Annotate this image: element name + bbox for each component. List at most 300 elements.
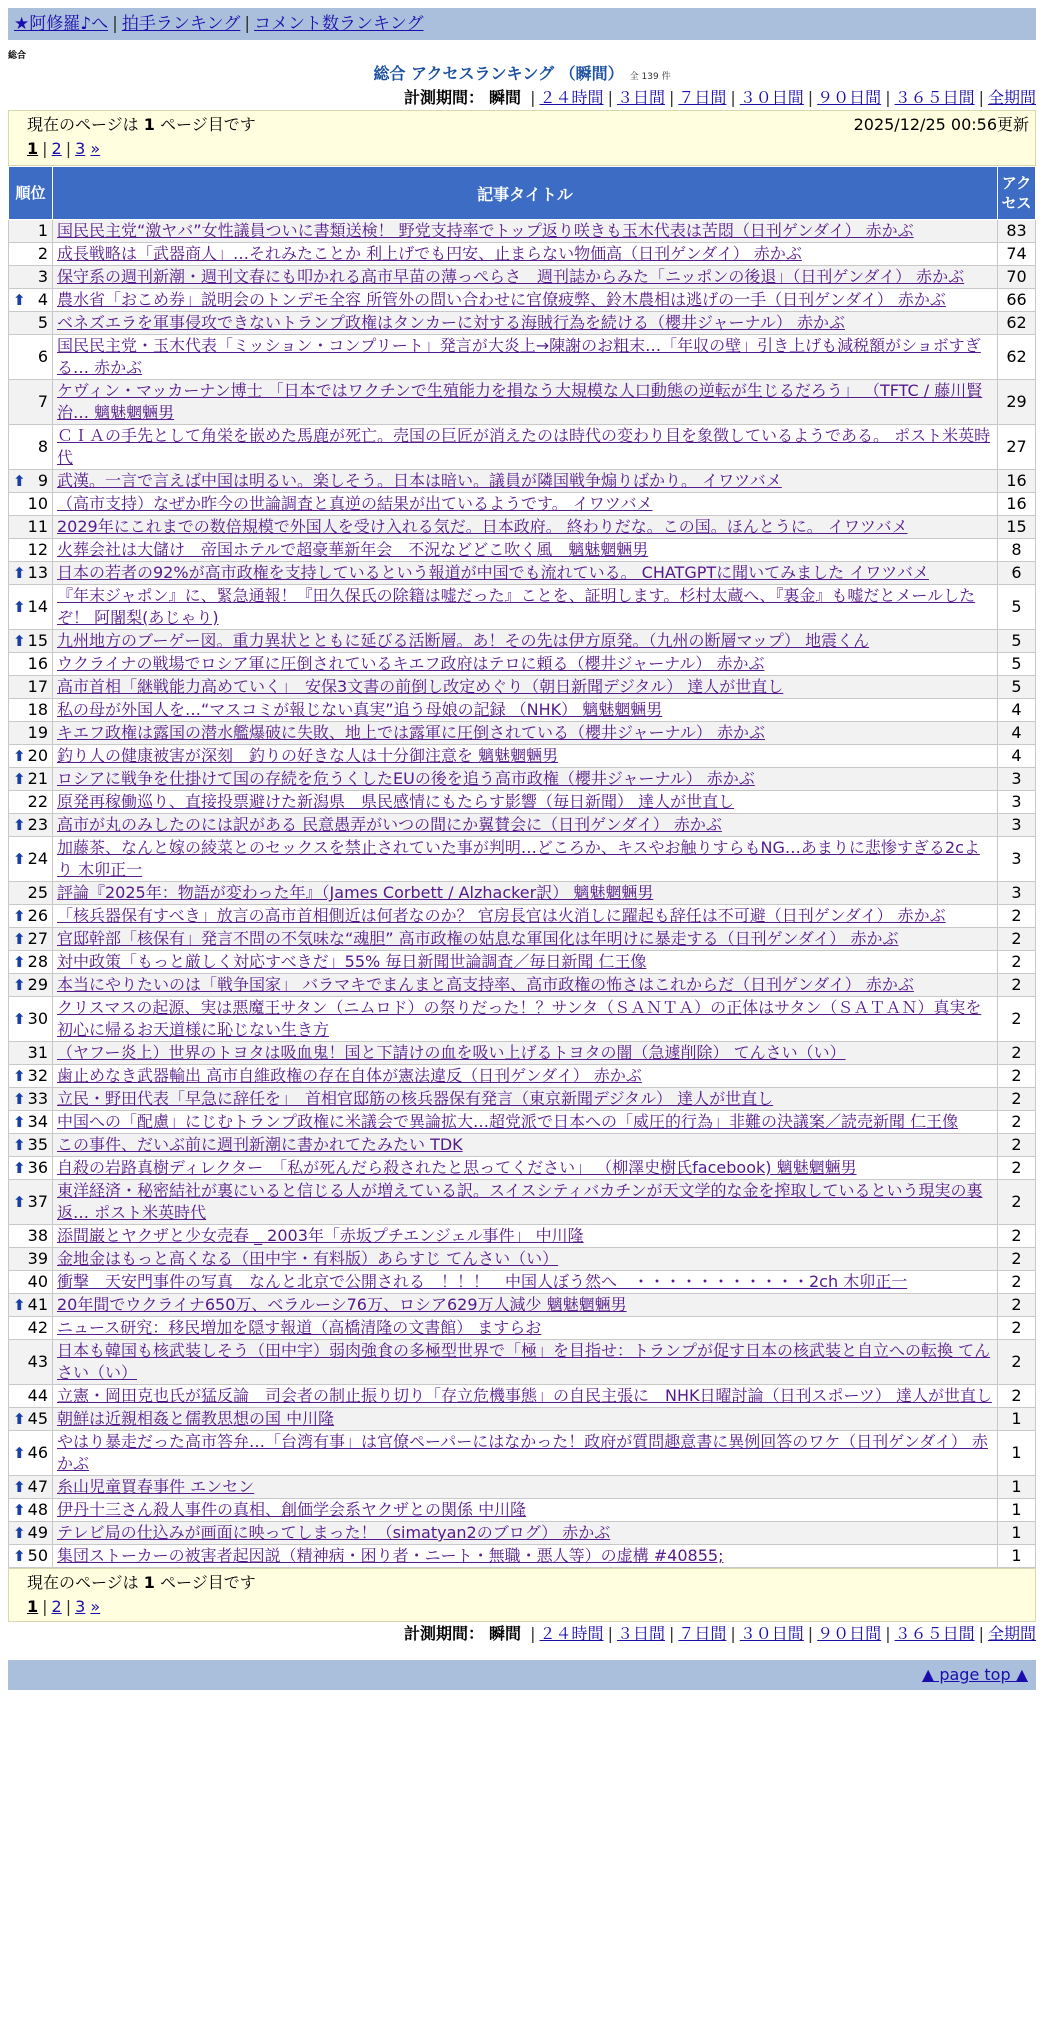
rank-cell — [9, 1408, 53, 1431]
access-count: 1 — [998, 1522, 1036, 1545]
rank-cell — [9, 1225, 53, 1248]
rank-number: 6 — [37, 347, 48, 366]
rank-number: 5 — [37, 313, 48, 332]
article-title-link[interactable]: 衝撃 天安門事件の写真 なんと北京で公開される ！！！ 中国人ぼう然へ ・・・・・・・・・・・2ch 木卯正一 — [57, 1272, 908, 1291]
table-row — [9, 243, 1036, 266]
access-count: 83 — [998, 220, 1036, 243]
access-count: 6 — [998, 562, 1036, 585]
separator: | — [530, 1624, 536, 1643]
rank-cell — [9, 470, 53, 493]
page-link[interactable]: 2 — [51, 1597, 62, 1616]
rank-up-arrow-icon: ⬆ — [13, 770, 26, 788]
footer-bar — [8, 1660, 1036, 1690]
period-link[interactable]: ３日間 — [616, 1624, 665, 1643]
rank-number: 32 — [27, 1066, 48, 1085]
table-row — [9, 791, 1036, 814]
title-cell — [53, 470, 998, 493]
access-count: 2 — [998, 1180, 1036, 1225]
rank-number: 1 — [37, 221, 48, 240]
article-title-link[interactable]: 中国への「配慮」にじむトランプ政権に米議会で異論拡大…超党派で日本への「威圧的行為」非難の決議案／読売新聞 仁王像 — [57, 1112, 959, 1131]
access-count: 2 — [998, 1042, 1036, 1065]
separator: | — [42, 139, 48, 158]
access-count: 66 — [998, 289, 1036, 312]
title-cell — [53, 380, 998, 425]
table-row — [9, 928, 1036, 951]
article-title-link[interactable]: キエフ政権は露国の潜水艦爆破に失敗、地上では露軍に圧倒されている（櫻井ジャーナル） 赤かぶ — [57, 723, 765, 742]
rank-cell — [9, 1499, 53, 1522]
rank-up-arrow-icon: ⬆ — [13, 472, 26, 490]
access-count: 3 — [998, 837, 1036, 882]
separator: | — [668, 88, 675, 107]
rank-number: 25 — [27, 883, 48, 902]
article-title-link[interactable]: 20年間でウクライナ650万、ベラルーシ76万、ロシア629万人減少 魑魅魍魎男 — [57, 1295, 627, 1314]
access-count: 1 — [998, 1499, 1036, 1522]
period-link[interactable]: ２４時間 — [539, 1624, 604, 1643]
page-text-pre: 現在のページは — [27, 1573, 139, 1592]
period-link[interactable]: ３６５日間 — [894, 1624, 975, 1643]
table-row — [9, 516, 1036, 539]
table-row — [9, 699, 1036, 722]
access-count: 27 — [998, 425, 1036, 470]
table-row — [9, 220, 1036, 243]
table-row — [9, 676, 1036, 699]
article-title-link[interactable]: 立民・野田代表「早急に辞任を」 首相官邸筋の核兵器保有発言（東京新聞デジタル） 達人が世直し — [57, 1089, 774, 1108]
separator: | — [978, 1624, 984, 1643]
rank-number: 14 — [27, 597, 48, 616]
rank-number: 49 — [27, 1523, 48, 1542]
period-link[interactable]: ３０日間 — [739, 88, 804, 107]
rank-up-arrow-icon: ⬆ — [13, 1090, 26, 1108]
clap-ranking-link[interactable]: 拍手ランキング — [121, 14, 241, 34]
rank-number: 20 — [27, 746, 48, 765]
rank-up-arrow-icon: ⬆ — [13, 930, 26, 948]
rank-cell — [9, 1522, 53, 1545]
rank-cell — [9, 791, 53, 814]
period-link[interactable]: ７日間 — [678, 88, 727, 107]
rank-number: 26 — [27, 906, 48, 925]
rank-up-arrow-icon: ⬆ — [13, 291, 26, 309]
table-row — [9, 1431, 1036, 1476]
access-count: 8 — [998, 539, 1036, 562]
article-title-link[interactable]: 対中政策「もっと厳しく対応すべきだ」55% 毎日新聞世論調査／毎日新聞 仁王像 — [57, 952, 647, 971]
article-title-link[interactable]: 釣り人の健康被害が深刻 釣りの好きな人は十分御注意を 魑魅魍魎男 — [57, 746, 559, 765]
rank-cell — [9, 585, 53, 630]
article-title-link[interactable]: 成長戦略は「武器商人」…それみたことか 利上げでも円安、止まらない物価高（日刊ゲンダイ） 赤かぶ — [57, 244, 802, 263]
article-title-link[interactable]: ケヴィン・マッカーナン博士 「日本ではワクチンで生殖能力を損なう大規模な人口動態の逆転が生じるだろう」 （TFTC / 藤川賢治… 魑魅魍魎男 — [57, 381, 983, 422]
article-title-link[interactable]: 保守系の週刊新潮・週刊文春にも叩かれる高市早苗の薄っぺらさ 週刊誌からみた「ニッポンの後退」（日刊ゲンダイ） 赤かぶ — [57, 267, 965, 286]
rank-up-arrow-icon: ⬆ — [13, 598, 26, 616]
rank-number: 45 — [27, 1409, 48, 1428]
title-cell — [53, 289, 998, 312]
page-top-link[interactable]: ▲ page top ▲ — [921, 1665, 1028, 1684]
rank-cell — [9, 1271, 53, 1294]
title-cell — [53, 882, 998, 905]
rank-up-arrow-icon: ⬆ — [13, 747, 26, 765]
rank-number: 40 — [27, 1272, 48, 1291]
table-row — [9, 630, 1036, 653]
table-row — [9, 1476, 1036, 1499]
separator: | — [65, 1597, 72, 1616]
rank-cell — [9, 928, 53, 951]
table-row — [9, 380, 1036, 425]
article-title-link[interactable]: 「核兵器保有すべき」放言の高市首相側近は何者なのか？ 官房長官は火消しに躍起も辞任は不可避（日刊ゲンダイ） 赤かぶ — [57, 906, 946, 925]
rank-cell — [9, 1317, 53, 1340]
rank-number: 21 — [27, 769, 48, 788]
separator: | — [807, 88, 814, 107]
period-label: 計測期間： — [403, 1624, 484, 1643]
article-title-link[interactable]: やはり暴走だった高市答弁…「台湾有事」は官僚ペーパーにはなかった！政府が質問趣意書に異例回答のワケ（日刊ゲンダイ） 赤かぶ — [57, 1432, 989, 1473]
access-count: 2 — [998, 1271, 1036, 1294]
rank-up-arrow-icon: ⬆ — [13, 1547, 26, 1565]
rank-number: 37 — [27, 1192, 48, 1211]
rank-number: 22 — [27, 792, 48, 811]
rank-number: 18 — [27, 700, 48, 719]
title-cell — [53, 676, 998, 699]
article-title-link[interactable]: クリスマスの起源、実は悪魔王サタン（ニムロド）の祭りだった！？サンタ（ＳＡＮＴＡ）の正体はサタン（ＳＡＴＡＮ）真実を初心に帰るお天道様に恥じない生き方 — [57, 998, 982, 1039]
rank-cell — [9, 1042, 53, 1065]
table-row — [9, 722, 1036, 745]
table-header — [9, 167, 1036, 220]
rank-cell — [9, 516, 53, 539]
article-title-link[interactable]: ニュース研究：移民増加を隠す報道（高橋清隆の文書館） ますらお — [57, 1318, 542, 1337]
access-count: 2 — [998, 1157, 1036, 1180]
access-count: 4 — [998, 722, 1036, 745]
period-link[interactable]: ９０日間 — [817, 88, 882, 107]
access-count: 2 — [998, 1385, 1036, 1408]
rank-cell — [9, 768, 53, 791]
title-cell — [53, 312, 998, 335]
article-title-link[interactable]: ロシアに戦争を仕掛けて国の存続を危うくしたEUの後を追う高市政権（櫻井ジャーナル） 赤かぶ — [57, 769, 755, 788]
article-title-link[interactable]: 糸山児童買春事件 エンセン — [57, 1477, 255, 1496]
rank-cell — [9, 1340, 53, 1385]
access-count: 2 — [998, 905, 1036, 928]
rank-up-arrow-icon: ⬆ — [13, 1159, 26, 1177]
separator: | — [730, 88, 736, 107]
access-count: 3 — [998, 768, 1036, 791]
rank-number: 24 — [27, 849, 48, 868]
rank-up-arrow-icon: ⬆ — [13, 976, 26, 994]
rank-up-arrow-icon: ⬆ — [13, 816, 26, 834]
article-title-link[interactable]: （高市支持）なぜか昨今の世論調査と真逆の結果が出ているようです。 イワツバメ — [57, 494, 653, 513]
article-title-link[interactable]: 私の母が外国人を…“マスコミが報じない真実”追う母娘の記録 （NHK） 魑魅魍魎男 — [57, 700, 663, 719]
rank-cell — [9, 837, 53, 882]
access-count: 2 — [998, 1111, 1036, 1134]
table-row — [9, 1317, 1036, 1340]
access-count: 2 — [998, 951, 1036, 974]
rank-cell — [9, 814, 53, 837]
period-link[interactable]: ３０日間 — [739, 1624, 804, 1643]
title-cell — [53, 997, 998, 1042]
pager-bottom — [27, 1595, 1025, 1619]
access-count: 4 — [998, 745, 1036, 768]
article-title-link[interactable]: 自殺の岩路真樹ディレクター 「私が死んだら殺されたと思ってください」 （柳澤史樹氏facebook) 魑魅魍魎男 — [57, 1158, 857, 1177]
rank-cell — [9, 1248, 53, 1271]
title-cell — [53, 493, 998, 516]
period-label: 計測期間： — [403, 88, 484, 107]
rank-number: 36 — [27, 1158, 48, 1177]
article-title-link[interactable]: （ヤフー炎上）世界のトヨタは吸血鬼！国と下請けの血を吸い上げるトヨタの闇（急遽削除） てんさい（い） — [57, 1043, 846, 1062]
rank-cell — [9, 722, 53, 745]
rank-cell — [9, 243, 53, 266]
page-link[interactable]: 3 — [75, 139, 86, 158]
access-count: 2 — [998, 997, 1036, 1042]
rank-up-arrow-icon: ⬆ — [13, 1067, 26, 1085]
rank-up-arrow-icon: ⬆ — [13, 632, 26, 650]
rank-cell — [9, 289, 53, 312]
rank-cell — [9, 1294, 53, 1317]
page-link[interactable]: 1 — [27, 1597, 39, 1616]
comment-ranking-link[interactable]: コメント数ランキング — [254, 14, 424, 34]
period-link[interactable]: ７日間 — [678, 1624, 727, 1643]
total-count: 全 139 件 — [629, 72, 671, 82]
title-cell — [53, 928, 998, 951]
access-count: 15 — [998, 516, 1036, 539]
rank-number: 2 — [37, 244, 48, 263]
ranking-title: 総合 アクセスランキング （瞬間） — [373, 64, 624, 83]
separator: | — [978, 88, 984, 107]
table-row — [9, 1065, 1036, 1088]
period-current: 瞬間 — [489, 88, 522, 107]
table-row — [9, 1522, 1036, 1545]
table-row — [9, 1111, 1036, 1134]
access-count: 74 — [998, 243, 1036, 266]
period-link[interactable]: ３６５日間 — [894, 88, 975, 107]
article-title-link[interactable]: 武漢。一言で言えば中国は明るい。楽しそう。日本は暗い。議員が隣国戦争煽りばかり。 イワツバメ — [57, 471, 782, 490]
rank-number: 28 — [27, 952, 48, 971]
period-link[interactable]: ９０日間 — [817, 1624, 882, 1643]
rank-up-arrow-icon: ⬆ — [13, 1524, 26, 1542]
period-selector-bottom — [8, 1622, 1036, 1646]
rank-cell — [9, 312, 53, 335]
access-count: 3 — [998, 814, 1036, 837]
article-title-link[interactable]: 評論『2025年：物語が変わった年』（James Corbett / Alzhacker訳） 魑魅魍魎男 — [57, 883, 654, 902]
access-count: 70 — [998, 266, 1036, 289]
rank-cell — [9, 1088, 53, 1111]
rank-number: 50 — [27, 1546, 48, 1565]
table-row — [9, 1545, 1036, 1568]
rank-cell — [9, 997, 53, 1042]
home-link[interactable]: ★阿修羅♪へ — [14, 14, 109, 34]
article-title-link[interactable]: 添間巌とヤクザと少女売春 _ 2003年「赤坂プチエンジェル事件」 中川隆 — [57, 1226, 584, 1245]
article-title-link[interactable]: 火葬会社は大儲け 帝国ホテルで超豪華新年会 不況などどこ吹く風 魑魅魍魎男 — [57, 540, 649, 559]
table-row — [9, 493, 1036, 516]
access-count: 62 — [998, 335, 1036, 380]
article-title-link[interactable]: ベネズエラを軍事侵攻できないトランプ政権はタンカーに対する海賊行為を続ける（櫻井ジャーナル） 赤かぶ — [57, 313, 845, 332]
rank-up-arrow-icon: ⬆ — [13, 907, 26, 925]
rank-number: 48 — [27, 1500, 48, 1519]
rank-cell — [9, 1476, 53, 1499]
title-cell — [53, 905, 998, 928]
article-title-link[interactable]: 原発再稼働巡り、直接投票避けた新潟県 県民感情にもたらす影響（毎日新聞） 達人が世直し — [57, 792, 735, 811]
rank-number: 3 — [37, 267, 48, 286]
rank-number: 8 — [37, 437, 48, 456]
rank-cell — [9, 951, 53, 974]
table-row — [9, 974, 1036, 997]
article-title-link[interactable]: 歯止めなき武器輸出 高市自維政権の存在自体が憲法違反（日刊ゲンダイ） 赤かぶ — [57, 1066, 642, 1085]
article-title-link[interactable]: テレビ局の仕込みが画面に映ってしまった！（simatyan2のブログ） 赤かぶ — [57, 1523, 611, 1542]
title-cell — [53, 1408, 998, 1431]
rank-number: 46 — [27, 1443, 48, 1462]
period-current: 瞬間 — [489, 1624, 522, 1643]
title-cell — [53, 745, 998, 768]
title-cell — [53, 1248, 998, 1271]
separator: | — [607, 1624, 613, 1643]
period-link[interactable]: ２４時間 — [539, 88, 604, 107]
next-page-link[interactable]: » — [90, 1597, 101, 1616]
article-title-link[interactable]: 日本の若者の92%が高市政権を支持しているという報道が中国でも流れている。 CHATGPTに聞いてみました イワツバメ — [57, 563, 929, 582]
page-info-bottom — [8, 1568, 1036, 1622]
table-row — [9, 1180, 1036, 1225]
article-title-link[interactable]: 高市首相「継戦能力高めていく」 安保3文書の前倒し改定めぐり（朝日新聞デジタル） 達人が世直し — [57, 677, 784, 696]
rank-cell — [9, 1157, 53, 1180]
article-title-link[interactable]: 伊丹十三さん殺人事件の真相、創価学会系ヤクザとの関係 中川隆 — [57, 1500, 527, 1519]
period-links — [526, 88, 1036, 107]
rank-number: 13 — [27, 563, 48, 582]
article-title-link[interactable]: 国民民主党“激ヤバ”女性議員ついに書類送検！ 野党支持率でトップ返り咲きも玉木代表は苦悶（日刊ゲンダイ） 赤かぶ — [57, 221, 914, 240]
rank-number: 23 — [27, 815, 48, 834]
access-count: 1 — [998, 1545, 1036, 1568]
rank-cell — [9, 699, 53, 722]
separator: | — [42, 1597, 48, 1616]
article-title-link[interactable]: ＣＩＡの手先として角栄を嵌めた馬鹿が死亡。売国の巨匠が消えたのは時代の変わり目を象徴しているようである。 ポスト米英時代 — [57, 426, 991, 467]
article-title-link[interactable]: 九州地方のブーゲー図。重力異状とともに延びる活断層。あ！その先は伊方原発。（九州の断層マップ） 地震くん — [57, 631, 870, 650]
table-row — [9, 1134, 1036, 1157]
rank-number: 7 — [37, 392, 48, 411]
table-row — [9, 289, 1036, 312]
ranking-rows — [9, 220, 1036, 1568]
access-count: 2 — [998, 1248, 1036, 1271]
table-row — [9, 470, 1036, 493]
article-title-link[interactable]: ウクライナの戦場でロシア軍に圧倒されているキエフ政府はテロに頼る（櫻井ジャーナル） 赤かぶ — [57, 654, 765, 673]
article-title-link[interactable]: 官邸幹部「核保有」発言不問の不気味な“魂胆” 高市政権の姑息な軍国化は年明けに暴走する（日刊ゲンダイ） 赤かぶ — [57, 929, 899, 948]
rank-cell — [9, 493, 53, 516]
title-cell — [53, 653, 998, 676]
top-nav-bar — [8, 8, 1036, 40]
page-text-post: ページ目です — [160, 1573, 256, 1592]
article-title-link[interactable]: 農水省「おこめ券」説明会のトンデモ全容 所管外の問い合わせに官僚疲弊、鈴木農相は逃げの一手（日刊ゲンダイ） 赤かぶ — [57, 290, 946, 309]
article-title-link[interactable]: 日本も韓国も核武装しそう（田中宇）弱肉強食の多極型世界で「極」を目指せ：トランプが促す日本の核武装と自立への転換 てんさい（い） — [57, 1341, 991, 1382]
updated-timestamp: 2025/12/25 00:56更新 — [853, 115, 1029, 134]
access-count: 5 — [998, 585, 1036, 630]
title-cell — [53, 243, 998, 266]
table-row — [9, 882, 1036, 905]
rank-up-arrow-icon: ⬆ — [13, 564, 26, 582]
rank-number: 41 — [27, 1295, 48, 1314]
article-title-link[interactable]: 立憲・岡田克也氏が猛反論 司会者の制止振り切り「存立危機事態」の自民主張に NHK日曜討論（日刊スポーツ） 達人が世直し — [57, 1386, 992, 1405]
rank-up-arrow-icon: ⬆ — [13, 953, 26, 971]
title-cell — [53, 1431, 998, 1476]
table-row — [9, 266, 1036, 289]
article-title-link[interactable]: 本当にやりたいのは「戦争国家」 バラマキでまんまと高支持率、高市政権の怖さはこれからだ（日刊ゲンダイ） 赤かぶ — [57, 975, 914, 994]
page-text-pre: 現在のページは — [27, 115, 139, 134]
title-cell — [53, 1476, 998, 1499]
table-row — [9, 425, 1036, 470]
title-cell — [53, 1522, 998, 1545]
table-row — [9, 768, 1036, 791]
title-cell — [53, 1340, 998, 1385]
title-cell — [53, 1271, 998, 1294]
article-title-link[interactable]: 朝鮮は近親相姦と儒教思想の国 中川隆 — [57, 1409, 335, 1428]
access-count: 5 — [998, 653, 1036, 676]
page-link[interactable]: 2 — [51, 139, 62, 158]
rank-up-arrow-icon: ⬆ — [13, 1136, 26, 1154]
access-count: 1 — [998, 1476, 1036, 1499]
title-cell — [53, 335, 998, 380]
category-tag: 総合 — [8, 51, 27, 61]
title-cell — [53, 1065, 998, 1088]
rank-cell — [9, 653, 53, 676]
article-title-link[interactable]: 『年末ジャポン』に、緊急通報！『田久保氏の除籍は嘘だった』ことを、証明します。杉村太蔵へ、『裏金』も嘘だとメールしたぞ！ 阿闍梨(あじゃり) — [57, 586, 976, 627]
title-cell — [53, 699, 998, 722]
article-title-link[interactable]: 高市が丸のみしたのには訳がある 民意愚弄がいつの間にか翼賛会に（日刊ゲンダイ） 赤かぶ — [57, 815, 722, 834]
page-link[interactable]: 1 — [27, 139, 39, 158]
article-title-link[interactable]: 東洋経済・秘密結社が裏にいると信じる人が増えている訳。スイスシティバカチンが天文学的な金を搾取しているという現実の裏返… ポスト米英時代 — [57, 1181, 983, 1222]
table-row — [9, 1271, 1036, 1294]
access-count: 2 — [998, 1065, 1036, 1088]
article-title-link[interactable]: 加藤茶、なんと嫁の綾菜とのセックスを禁止されていた事が判明…どころか、キスやお触りすらもNG…あまりに悲惨すぎる2cより 木卯正一 — [57, 838, 980, 879]
rank-cell — [9, 539, 53, 562]
separator: | — [885, 88, 891, 107]
separator: | — [244, 14, 251, 34]
article-title-link[interactable]: 集団ストーカーの被害者起因説（精神病・困り者・ニート・無職・悪人等）の虚構 #40855; — [57, 1546, 724, 1565]
rank-cell — [9, 1545, 53, 1568]
access-count: 29 — [998, 380, 1036, 425]
access-count: 16 — [998, 470, 1036, 493]
page-number: 1 — [143, 1573, 155, 1592]
table-row — [9, 1408, 1036, 1431]
table-row — [9, 585, 1036, 630]
rank-up-arrow-icon: ⬆ — [13, 1501, 26, 1519]
title-cell — [53, 266, 998, 289]
table-row — [9, 1385, 1036, 1408]
next-page-link[interactable]: » — [90, 139, 101, 158]
table-row — [9, 562, 1036, 585]
article-title-link[interactable]: 2029年にこれまでの数倍規模で外国人を受け入れる気だ。日本政府。 終わりだな。この国。ほんとうに。 イワツバメ — [57, 517, 908, 536]
title-cell — [53, 837, 998, 882]
period-selector-top — [8, 86, 1036, 110]
separator: | — [807, 1624, 814, 1643]
access-count: 2 — [998, 1225, 1036, 1248]
rank-number: 38 — [27, 1226, 48, 1245]
separator: | — [65, 139, 72, 158]
rank-number: 29 — [27, 975, 48, 994]
period-link[interactable]: 全期間 — [987, 1624, 1036, 1643]
rank-number: 33 — [27, 1089, 48, 1108]
title-cell — [53, 1088, 998, 1111]
rank-number: 34 — [27, 1112, 48, 1131]
access-count: 1 — [998, 1431, 1036, 1476]
access-count: 1 — [998, 1408, 1036, 1431]
access-count: 2 — [998, 928, 1036, 951]
article-title-link[interactable]: この事件、だいぶ前に週刊新潮に書かれてたみたい TDK — [57, 1135, 463, 1154]
title-cell — [53, 516, 998, 539]
article-title-link[interactable]: 金地金はもっと高くなる（田中宇・有料版）あらすじ てんさい（い） — [57, 1249, 559, 1268]
title-cell — [53, 1499, 998, 1522]
rank-cell — [9, 335, 53, 380]
rank-up-arrow-icon: ⬆ — [13, 1113, 26, 1131]
rank-number: 31 — [27, 1043, 48, 1062]
period-link[interactable]: 全期間 — [987, 88, 1036, 107]
rank-up-arrow-icon: ⬆ — [13, 1444, 26, 1462]
rank-cell — [9, 882, 53, 905]
rank-up-arrow-icon: ⬆ — [13, 1010, 26, 1028]
rank-cell — [9, 220, 53, 243]
article-title-link[interactable]: 国民民主党・玉木代表「ミッション・コンプリート」発言が大炎上→陳謝のお粗末…「年収の壁」引き上げも減税額がショボすぎる… 赤かぶ — [57, 336, 981, 377]
rank-number: 15 — [27, 631, 48, 650]
period-link[interactable]: ３日間 — [616, 88, 665, 107]
page-link[interactable]: 3 — [75, 1597, 86, 1616]
title-cell — [53, 951, 998, 974]
